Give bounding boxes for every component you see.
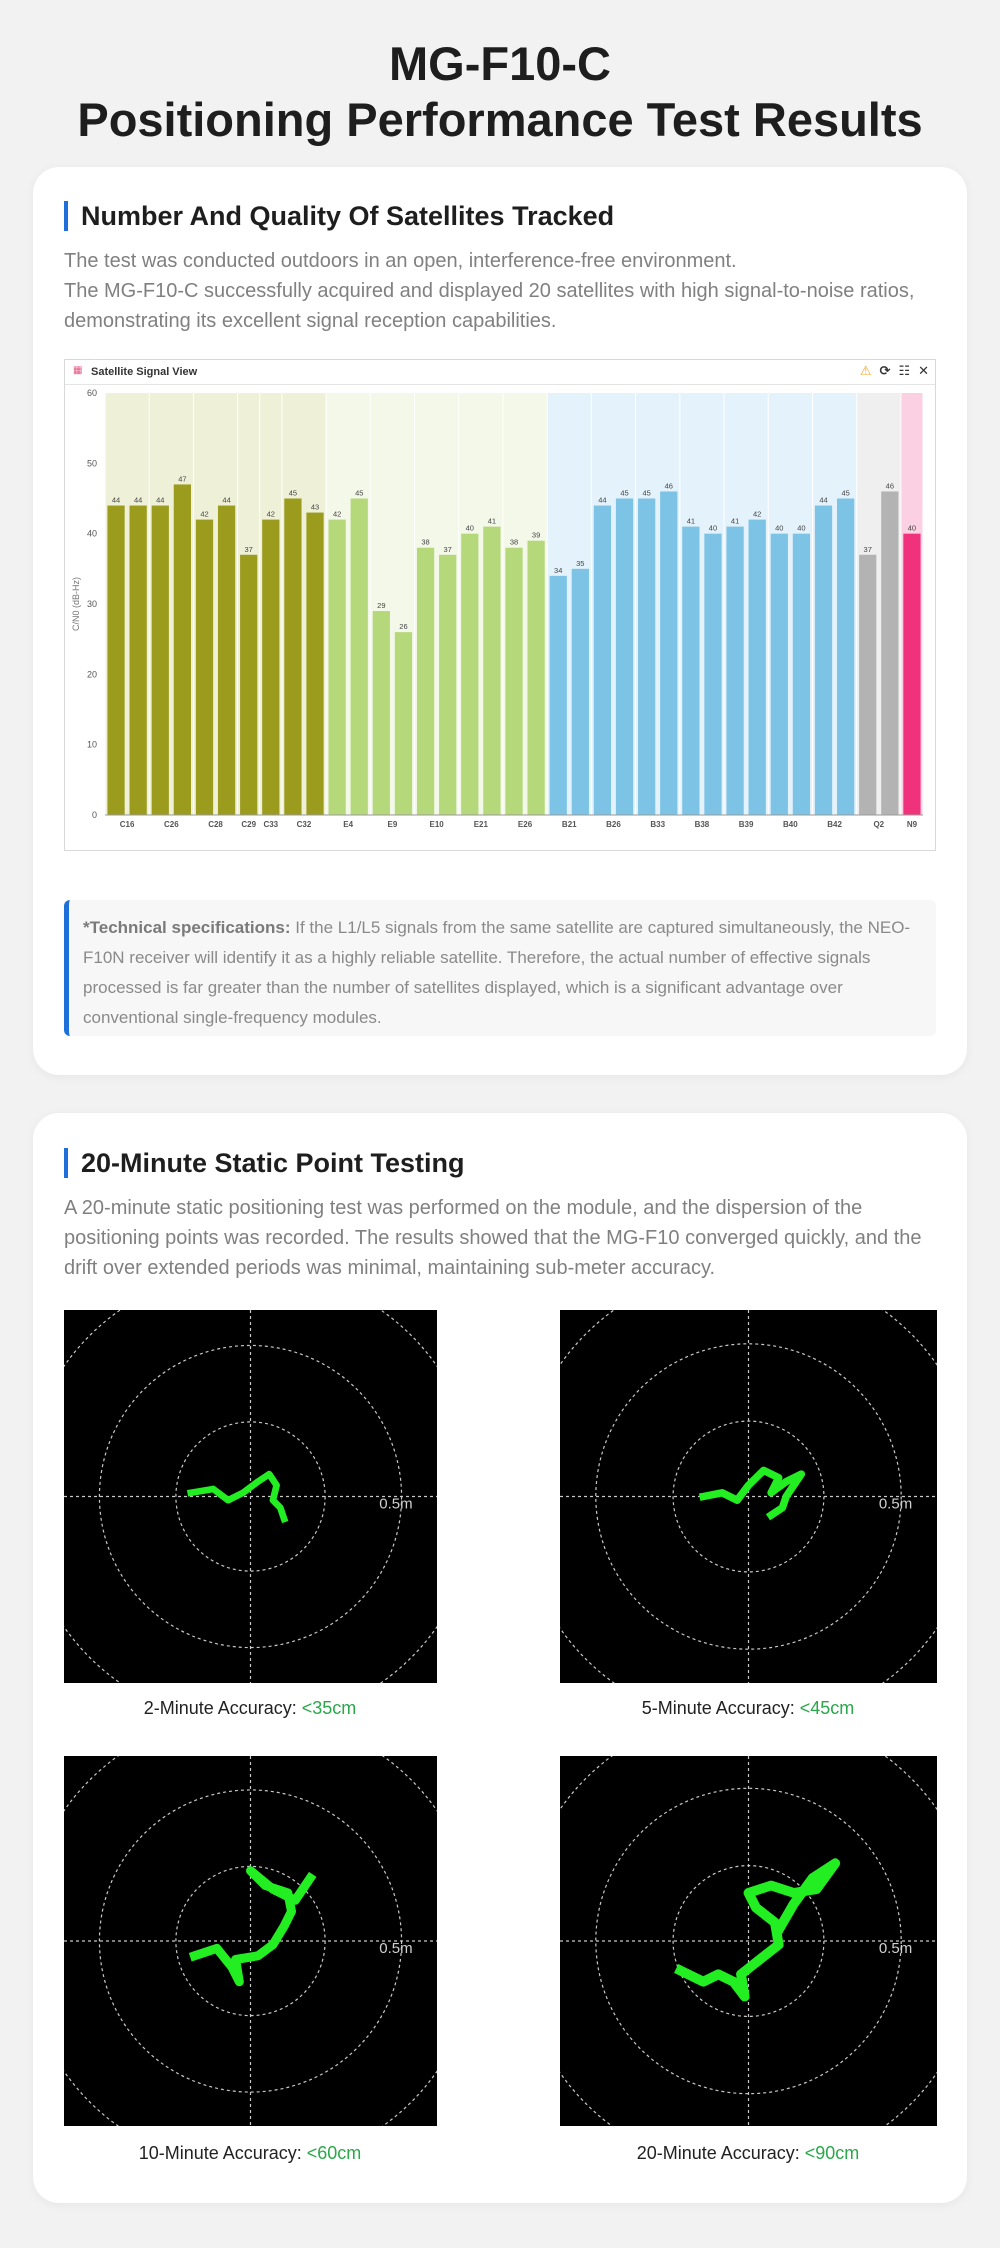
satellite-id-label: E9: [387, 820, 398, 829]
signal-bar: [660, 491, 677, 815]
bar-value-label: 42: [753, 509, 762, 519]
signal-bar: [793, 534, 810, 815]
signal-bar: [881, 491, 898, 815]
bar-value-label: 37: [863, 544, 872, 554]
signal-bar: [837, 499, 854, 816]
signal-bar: [505, 548, 522, 815]
static-test-card: [33, 1113, 967, 2203]
signal-bar: [130, 506, 147, 815]
accuracy-text: 5-Minute Accuracy:: [641, 1698, 800, 1718]
signal-bar: [726, 527, 743, 815]
scatter-plot-2min: [64, 1310, 437, 1683]
signal-bar: [439, 555, 456, 815]
satellite-id-label: E10: [429, 820, 444, 829]
satellite-id-label: C26: [163, 820, 179, 829]
desc-line-1: The test was conducted outdoors in an open, interference-free environment.: [64, 250, 737, 272]
y-tick-label: 10: [86, 739, 97, 750]
warning-icon[interactable]: ⚠: [859, 363, 872, 378]
bar-value-label: 40: [797, 523, 806, 533]
signal-view-icon: ▦: [73, 365, 83, 376]
satellite-id-label: C16: [119, 820, 135, 829]
satellite-id-label: C29: [241, 820, 257, 829]
signal-bar: [218, 506, 235, 815]
satellite-id-label: B38: [694, 820, 710, 829]
page-title-line2: Positioning Performance Test Results: [77, 93, 923, 146]
satellite-id-label: E4: [343, 820, 354, 829]
satellite-id-label: B33: [650, 820, 666, 829]
satellite-id-label: C28: [208, 820, 223, 829]
y-tick-label: 50: [86, 458, 97, 469]
accuracy-value: <60cm: [306, 2143, 362, 2163]
bar-value-label: 40: [708, 523, 718, 533]
accuracy-label-10min: [50, 2142, 450, 2164]
satellite-id-label: C33: [263, 820, 279, 829]
bar-value-label: 45: [288, 488, 298, 498]
scatter-svg: [560, 1310, 937, 1683]
signal-bar: [682, 527, 699, 815]
page-title: [0, 0, 1000, 148]
bar-value-label: 44: [222, 495, 231, 505]
signal-bar: [329, 520, 346, 815]
accuracy-label-5min: [548, 1697, 948, 1719]
signal-bar: [616, 499, 633, 816]
bar-value-label: 43: [310, 502, 320, 512]
signal-bar: [483, 527, 500, 815]
scatter-plot-10min: [64, 1756, 437, 2126]
position-track: [195, 1871, 311, 1982]
signal-bar: [572, 569, 589, 815]
satellite-id-label: Q2: [873, 820, 885, 829]
bar-value-label: 44: [133, 495, 143, 505]
accuracy-text: 10-Minute Accuracy:: [138, 2143, 307, 2163]
tech-spec-text: If the L1/L5 signals from the same satellite are captured simultaneously, the NEO-F10N receiver will identify it as a highly reliable satellite. Therefore, the actual number of effective signals processed is far greater than the number of satellites displayed, which is a significant advantage over conventional single-frequency modules.: [83, 918, 911, 1027]
accuracy-value: <35cm: [301, 1698, 357, 1718]
accuracy-value: <90cm: [804, 2143, 860, 2163]
page-title-line1: MG-F10-C: [389, 37, 611, 90]
accuracy-label-20min: [548, 2142, 948, 2164]
signal-bar: [417, 548, 434, 815]
bar-value-label: 42: [200, 509, 209, 519]
signal-bar: [152, 506, 169, 815]
panel-toolbar: [65, 360, 935, 385]
signal-bar: [903, 534, 920, 815]
bar-value-label: 46: [664, 481, 673, 491]
satellite-id-label: B42: [827, 820, 842, 829]
bar-value-label: 40: [907, 523, 917, 533]
signal-bar: [704, 534, 721, 815]
scatter-svg: [64, 1756, 437, 2126]
accuracy-value: <45cm: [799, 1698, 855, 1718]
bar-value-label: 26: [399, 622, 408, 632]
signal-bar: [815, 506, 832, 815]
signal-bar: [240, 555, 257, 815]
satellite-id-label: E21: [473, 820, 488, 829]
signal-bar: [306, 513, 323, 815]
accuracy-text: 20-Minute Accuracy:: [636, 2143, 805, 2163]
y-tick-label: 0: [91, 810, 97, 820]
section-title-static-test: 20-Minute Static Point Testing: [64, 1148, 465, 1178]
bar-value-label: 35: [576, 558, 585, 568]
satellite-signal-chart: [65, 385, 933, 849]
bar-value-label: 39: [531, 530, 541, 540]
satellite-card: [33, 167, 967, 1075]
signal-bar: [196, 520, 213, 815]
signal-bar: [550, 576, 567, 815]
bar-value-label: 41: [487, 516, 497, 526]
bar-value-label: 44: [598, 495, 607, 505]
position-track: [681, 1863, 836, 1996]
scatter-plot-20min: [560, 1756, 937, 2126]
bar-value-label: 38: [421, 537, 430, 547]
section-title-satellites: Number And Quality Of Satellites Tracked: [64, 201, 614, 231]
signal-bar: [771, 534, 788, 815]
accuracy-label-2min: [50, 1697, 450, 1719]
bar-value-label: 40: [465, 523, 474, 533]
bar-value-label: 44: [156, 495, 165, 505]
tech-spec-label: *Technical specifications:: [83, 918, 291, 937]
signal-bar: [527, 541, 544, 815]
desc-line-2: The MG-F10-C successfully acquired and displayed 20 satellites with high signal-to-noise ratios, demonstrating its excellent signal reception capabilities.: [64, 280, 915, 332]
satellite-id-label: B26: [606, 820, 621, 829]
bar-value-label: 34: [554, 565, 563, 575]
y-tick-label: 20: [86, 669, 97, 680]
signal-bar: [638, 499, 655, 816]
signal-bar: [859, 555, 876, 815]
scatter-svg: [64, 1310, 437, 1683]
bar-value-label: 44: [819, 495, 828, 505]
ring-distance-label: 0.5m: [878, 1495, 913, 1513]
bar-value-label: 46: [885, 481, 895, 491]
signal-bar: [395, 632, 412, 815]
y-tick-label: 60: [86, 388, 97, 398]
panel-title: Satellite Signal View: [91, 366, 198, 378]
position-track: [703, 1470, 801, 1515]
bar-value-label: 45: [620, 488, 629, 498]
ring-distance-label: 0.5m: [379, 1495, 413, 1513]
bar-value-label: 37: [443, 544, 452, 554]
signal-bar: [284, 499, 301, 816]
signal-bar: [749, 520, 766, 815]
signal-bar: [594, 506, 611, 815]
bar-value-label: 42: [266, 509, 275, 519]
satellite-id-label: N9: [906, 820, 918, 829]
bar-value-label: 38: [509, 537, 519, 547]
close-icon[interactable]: ✕: [918, 363, 929, 378]
technical-specifications-note: [64, 900, 936, 1036]
y-tick-label: 40: [86, 528, 97, 539]
signal-bar: [262, 520, 279, 815]
ring-distance-label: 0.5m: [878, 1940, 913, 1957]
scatter-svg: [560, 1756, 937, 2126]
satellite-id-label: B21: [561, 820, 577, 829]
settings-icon[interactable]: ☷: [898, 363, 911, 378]
bar-value-label: 37: [244, 544, 253, 554]
bar-value-label: 45: [355, 488, 364, 498]
satellite-id-label: E26: [517, 820, 533, 829]
signal-bar: [174, 484, 191, 815]
section-description-satellites: [64, 246, 944, 336]
bar-value-label: 41: [730, 516, 740, 526]
ring-distance-label: 0.5m: [379, 1940, 413, 1957]
bar-value-label: 29: [377, 601, 386, 611]
bar-value-label: 47: [178, 474, 187, 484]
bar-value-label: 41: [686, 516, 696, 526]
section-description-static-test: A 20-minute static positioning test was performed on the module, and the dispersion of the positioning points was recorded. The results showed that the MG-F10 converged quickly, and the drift over extended periods was minimal, maintaining sub-meter accuracy.: [64, 1197, 922, 1279]
satellite-id-label: B40: [783, 820, 798, 829]
satellite-id-label: B39: [738, 820, 754, 829]
bar-value-label: 42: [332, 509, 342, 519]
bar-value-label: 40: [775, 523, 784, 533]
scatter-plot-5min: [560, 1310, 937, 1683]
panel-controls: [860, 363, 929, 379]
signal-bar: [461, 534, 478, 815]
y-tick-label: 30: [86, 599, 97, 609]
y-axis-label: C/N0 (dB-Hz): [71, 576, 81, 632]
satellite-id-label: C32: [296, 820, 312, 829]
satellite-signal-panel: [64, 359, 936, 851]
signal-bar: [373, 611, 390, 815]
bar-value-label: 45: [841, 488, 850, 498]
refresh-icon[interactable]: ⟳: [879, 363, 891, 378]
accuracy-text: 2-Minute Accuracy:: [143, 1698, 302, 1718]
signal-bar: [107, 506, 124, 815]
bar-value-label: 45: [642, 488, 651, 498]
signal-bar: [351, 499, 368, 816]
bar-value-label: 44: [111, 495, 121, 505]
